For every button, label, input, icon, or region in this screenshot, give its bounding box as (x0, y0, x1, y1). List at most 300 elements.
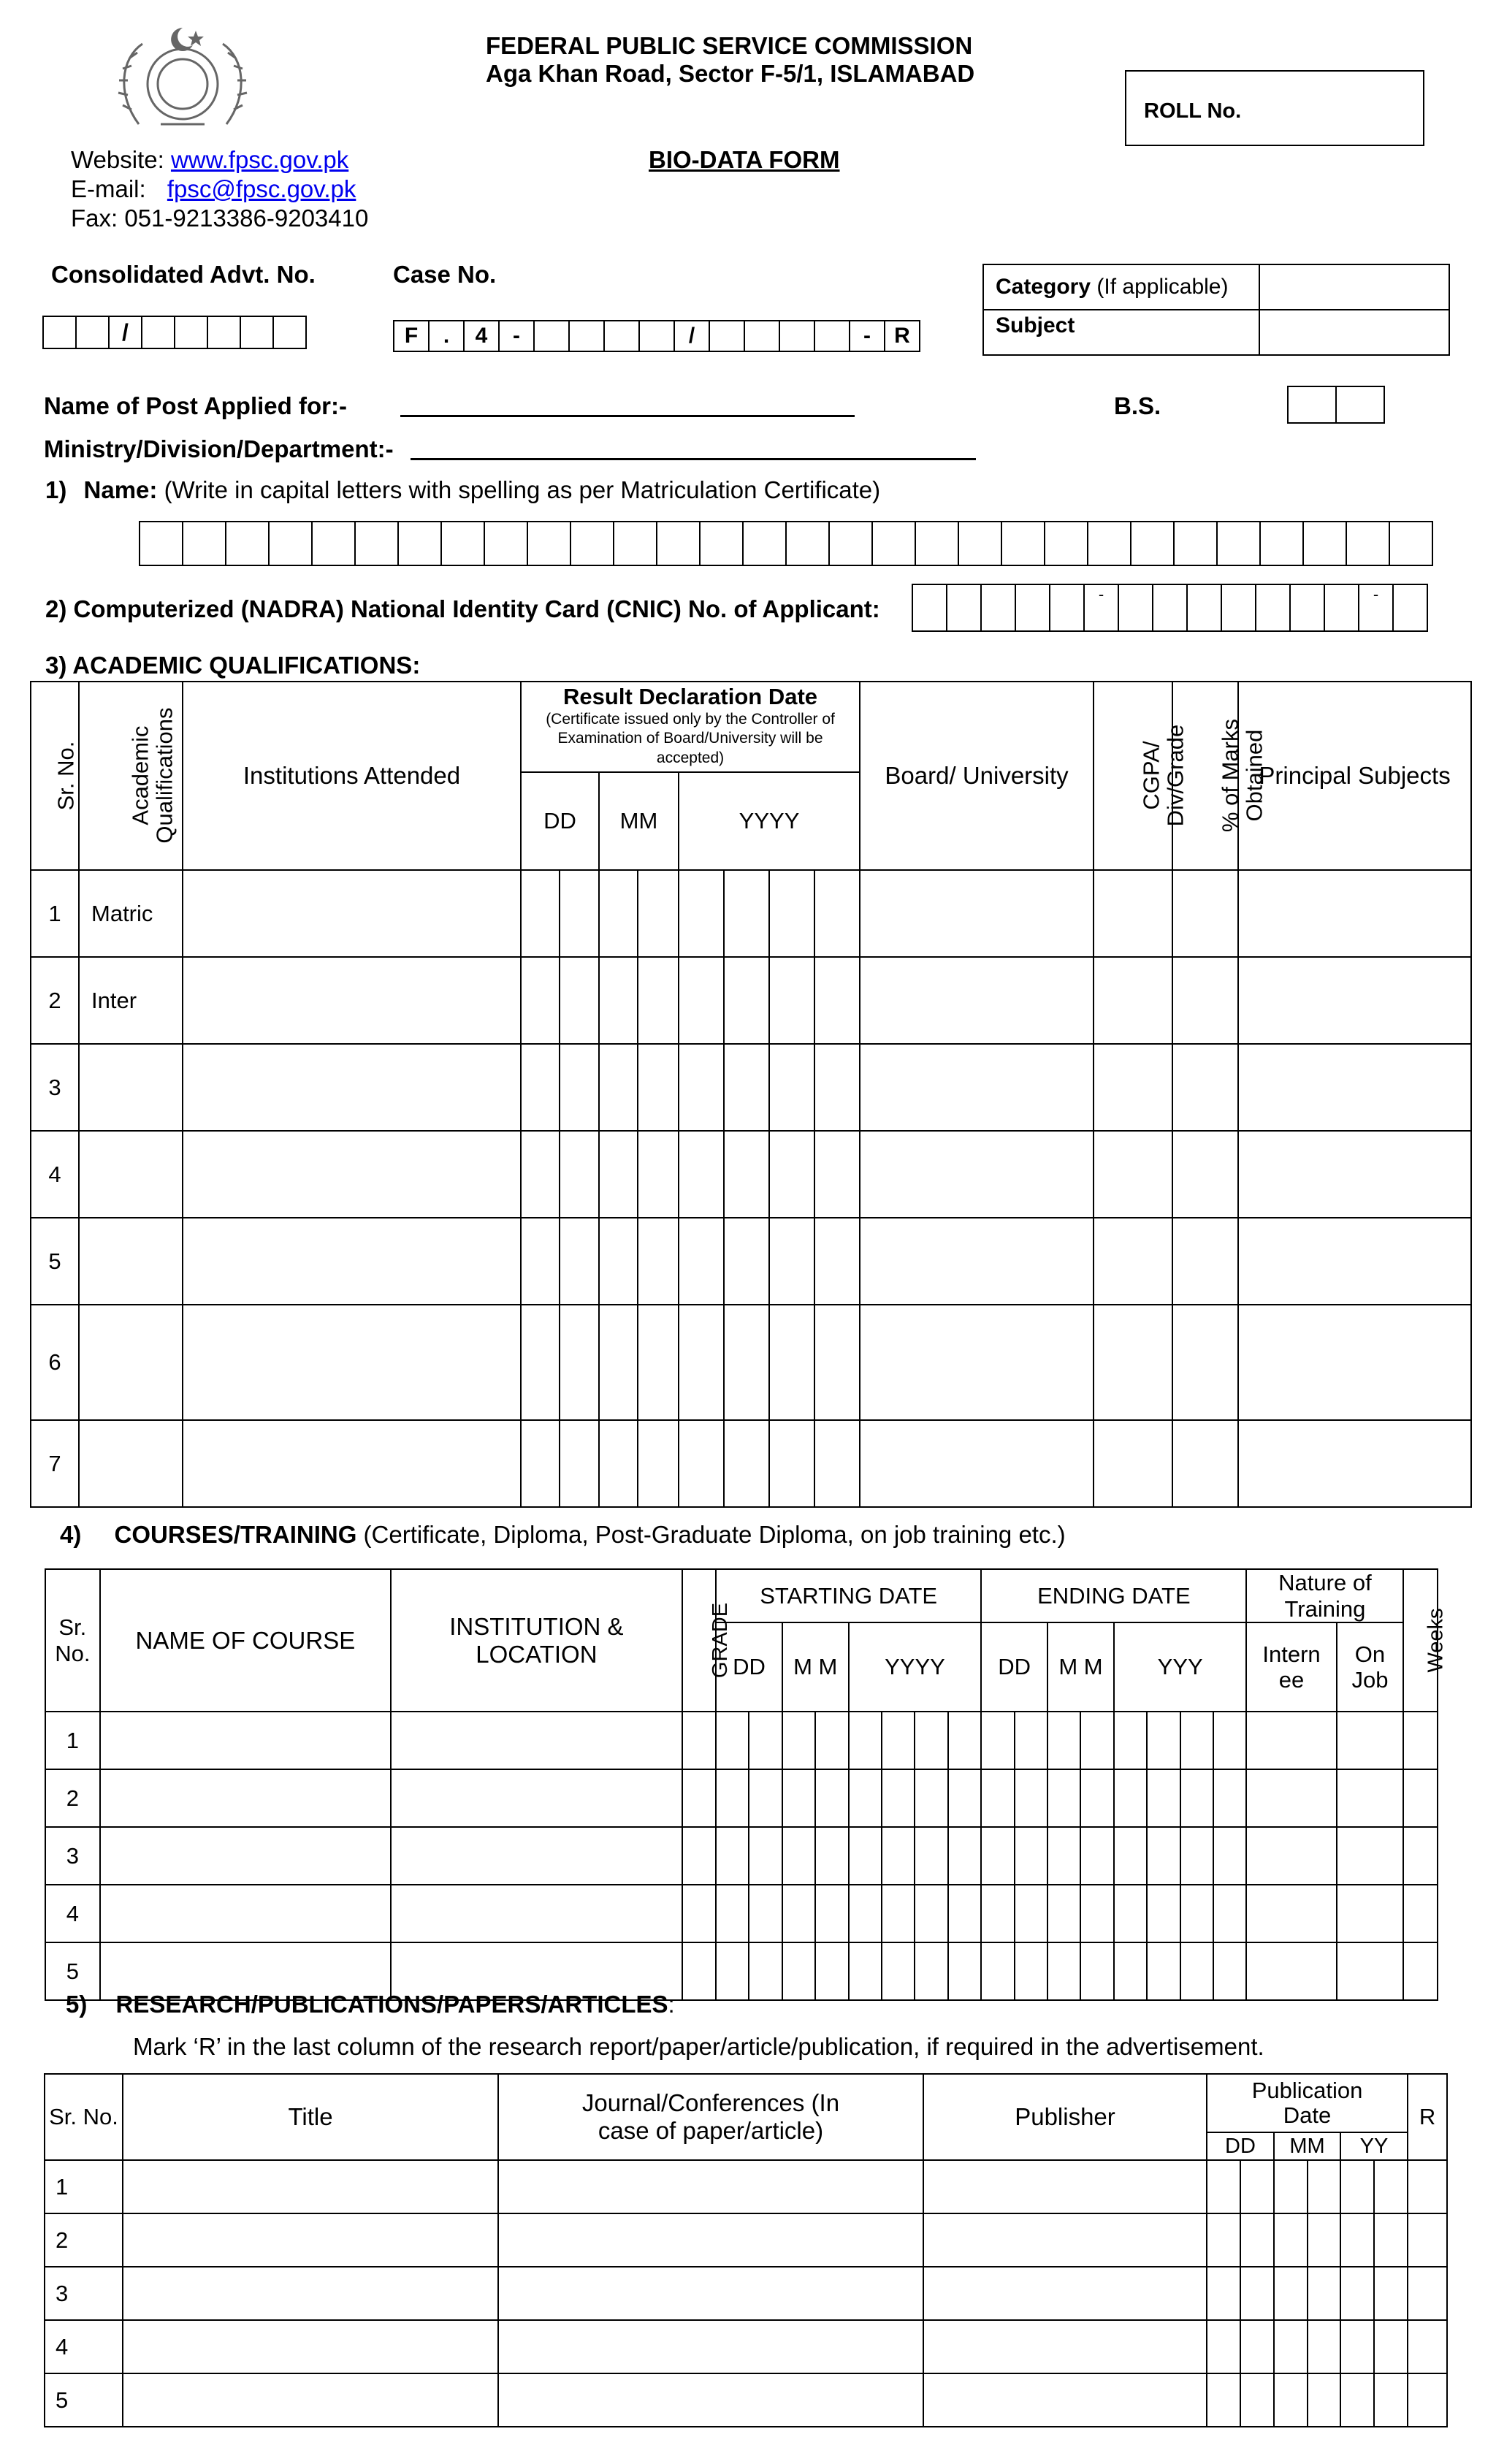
academic-date-digit-input[interactable] (769, 1044, 814, 1131)
course-end-date-digit[interactable] (1147, 1942, 1180, 2000)
academic-date-digit-input[interactable] (814, 870, 860, 957)
course-internee-input[interactable] (1246, 1769, 1336, 1827)
academic-subjects-input[interactable] (1238, 1305, 1471, 1420)
course-start-date-digit[interactable] (782, 1942, 815, 2000)
course-start-date-digit[interactable] (716, 1942, 749, 2000)
academic-marks-input[interactable] (1172, 957, 1238, 1044)
course-grade-input[interactable] (682, 1885, 716, 1942)
research-publisher-input[interactable] (923, 2320, 1207, 2373)
academic-date-digit-input[interactable] (560, 1305, 599, 1420)
academic-date-digit-input[interactable] (679, 1131, 724, 1218)
research-date-digit[interactable] (1240, 2373, 1274, 2427)
name-letter-box-2[interactable] (182, 521, 226, 566)
academic-cgpa-input[interactable] (1094, 957, 1172, 1044)
research-r-mark-input[interactable] (1408, 2320, 1447, 2373)
advt-number-boxes[interactable] (42, 316, 307, 349)
academic-date-digit-input[interactable] (814, 1305, 860, 1420)
course-onjob-input[interactable] (1337, 1769, 1404, 1827)
course-end-date-digit[interactable] (1147, 1885, 1180, 1942)
course-start-date-digit[interactable] (849, 1885, 882, 1942)
name-letter-box-11[interactable] (570, 521, 614, 566)
academic-date-digit-input[interactable] (599, 1131, 638, 1218)
course-start-date-digit[interactable] (716, 1712, 749, 1769)
course-start-date-digit[interactable] (782, 1712, 815, 1769)
course-weeks-input[interactable] (1403, 1885, 1438, 1942)
roll-number-box[interactable] (1125, 70, 1424, 146)
course-end-date-digit[interactable] (1114, 1942, 1147, 2000)
course-grade-input[interactable] (682, 1827, 716, 1885)
cnic-digit-box[interactable] (1015, 584, 1050, 632)
case-box-9[interactable]: / (673, 320, 710, 352)
name-letter-box-27[interactable] (1259, 521, 1304, 566)
course-end-date-digit[interactable] (1114, 1769, 1147, 1827)
name-letter-box-28[interactable] (1302, 521, 1347, 566)
course-start-date-digit[interactable] (948, 1769, 982, 1827)
research-date-digit[interactable] (1374, 2267, 1408, 2320)
course-start-date-digit[interactable] (948, 1885, 982, 1942)
course-name-input[interactable] (100, 1769, 392, 1827)
course-end-date-digit[interactable] (1080, 1769, 1113, 1827)
course-start-date-digit[interactable] (749, 1769, 782, 1827)
academic-date-digit-input[interactable] (724, 1420, 769, 1507)
case-box-3[interactable]: 4 (463, 320, 500, 352)
research-date-digit[interactable] (1308, 2267, 1340, 2320)
post-applied-input[interactable] (400, 389, 855, 417)
name-letter-box-4[interactable] (268, 521, 313, 566)
course-institution-input[interactable] (391, 1885, 682, 1942)
course-start-date-digit[interactable] (716, 1769, 749, 1827)
academic-institution-input[interactable] (183, 1131, 521, 1218)
course-name-input[interactable] (100, 1885, 392, 1942)
research-r-mark-input[interactable] (1408, 2160, 1447, 2213)
academic-date-digit-input[interactable] (521, 957, 560, 1044)
research-date-digit[interactable] (1374, 2320, 1408, 2373)
research-r-mark-input[interactable] (1408, 2267, 1447, 2320)
course-end-date-digit[interactable] (1114, 1827, 1147, 1885)
advt-box-3[interactable]: / (108, 316, 142, 349)
bs-box-2[interactable] (1335, 386, 1385, 424)
course-start-date-digit[interactable] (815, 1942, 848, 2000)
academic-date-digit-input[interactable] (638, 1218, 679, 1305)
name-letter-box-13[interactable] (656, 521, 701, 566)
case-box-8[interactable] (638, 320, 675, 352)
academic-date-digit-input[interactable] (814, 957, 860, 1044)
course-end-date-digit[interactable] (981, 1769, 1014, 1827)
research-date-digit[interactable] (1207, 2373, 1240, 2427)
course-weeks-input[interactable] (1403, 1827, 1438, 1885)
bs-boxes[interactable] (1287, 386, 1385, 424)
academic-date-digit-input[interactable] (769, 1305, 814, 1420)
course-start-date-digit[interactable] (915, 1712, 947, 1769)
cnic-digit-box[interactable] (1118, 584, 1153, 632)
course-start-date-digit[interactable] (815, 1712, 848, 1769)
name-letter-box-15[interactable] (742, 521, 787, 566)
academic-date-digit-input[interactable] (560, 1218, 599, 1305)
academic-date-digit-input[interactable] (724, 1044, 769, 1131)
course-start-date-digit[interactable] (716, 1827, 749, 1885)
academic-date-digit-input[interactable] (521, 1420, 560, 1507)
course-start-date-digit[interactable] (915, 1769, 947, 1827)
ministry-input[interactable] (411, 432, 976, 460)
course-end-date-digit[interactable] (1015, 1885, 1047, 1942)
website-link[interactable]: www.fpsc.gov.pk (170, 146, 349, 173)
academic-cgpa-input[interactable] (1094, 1131, 1172, 1218)
cnic-boxes[interactable] (912, 584, 1428, 632)
course-end-date-digit[interactable] (1015, 1827, 1047, 1885)
course-start-date-digit[interactable] (948, 1942, 982, 2000)
course-start-date-digit[interactable] (948, 1827, 982, 1885)
academic-date-digit-input[interactable] (814, 1420, 860, 1507)
advt-box-4[interactable] (141, 316, 175, 349)
academic-board-input[interactable] (860, 1305, 1094, 1420)
course-start-date-digit[interactable] (749, 1827, 782, 1885)
name-letter-box-14[interactable] (699, 521, 744, 566)
course-grade-input[interactable] (682, 1712, 716, 1769)
advt-box-5[interactable] (174, 316, 208, 349)
case-box-14[interactable]: - (849, 320, 885, 352)
academic-institution-input[interactable] (183, 1305, 521, 1420)
course-end-date-digit[interactable] (1015, 1942, 1047, 2000)
course-onjob-input[interactable] (1337, 1885, 1404, 1942)
research-journal-input[interactable] (498, 2213, 923, 2267)
research-r-mark-input[interactable] (1408, 2213, 1447, 2267)
name-letter-box-5[interactable] (311, 521, 356, 566)
academic-marks-input[interactable] (1172, 1218, 1238, 1305)
course-start-date-digit[interactable] (915, 1827, 947, 1885)
course-name-input[interactable] (100, 1827, 392, 1885)
name-letter-box-30[interactable] (1389, 521, 1433, 566)
research-date-digit[interactable] (1340, 2320, 1374, 2373)
research-title-input[interactable] (123, 2373, 498, 2427)
course-end-date-digit[interactable] (1180, 1942, 1213, 2000)
cnic-digit-box[interactable] (946, 584, 982, 632)
research-date-digit[interactable] (1374, 2373, 1408, 2427)
academic-date-digit-input[interactable] (769, 1218, 814, 1305)
advt-box-1[interactable] (42, 316, 77, 349)
academic-date-digit-input[interactable] (521, 1305, 560, 1420)
academic-marks-input[interactable] (1172, 1305, 1238, 1420)
name-letter-box-18[interactable] (871, 521, 916, 566)
course-end-date-digit[interactable] (1213, 1769, 1246, 1827)
research-date-digit[interactable] (1240, 2267, 1274, 2320)
name-letter-box-16[interactable] (785, 521, 830, 566)
research-date-digit[interactable] (1340, 2267, 1374, 2320)
course-start-date-digit[interactable] (849, 1712, 882, 1769)
course-institution-input[interactable] (391, 1769, 682, 1827)
academic-institution-input[interactable] (183, 870, 521, 957)
academic-date-digit-input[interactable] (679, 1218, 724, 1305)
category-input[interactable] (1259, 264, 1449, 310)
research-date-digit[interactable] (1240, 2160, 1274, 2213)
course-grade-input[interactable] (682, 1769, 716, 1827)
case-box-1[interactable]: F (393, 320, 430, 352)
academic-institution-input[interactable] (183, 1218, 521, 1305)
name-letter-box-3[interactable] (225, 521, 270, 566)
name-letter-boxes[interactable] (139, 521, 1433, 566)
academic-cgpa-input[interactable] (1094, 1420, 1172, 1507)
academic-institution-input[interactable] (183, 957, 521, 1044)
academic-subjects-input[interactable] (1238, 1131, 1471, 1218)
course-end-date-digit[interactable] (1180, 1885, 1213, 1942)
research-date-digit[interactable] (1308, 2160, 1340, 2213)
academic-date-digit-input[interactable] (679, 1420, 724, 1507)
course-end-date-digit[interactable] (1080, 1942, 1113, 2000)
course-start-date-digit[interactable] (849, 1769, 882, 1827)
research-title-input[interactable] (123, 2213, 498, 2267)
course-internee-input[interactable] (1246, 1942, 1336, 2000)
name-letter-box-9[interactable] (484, 521, 528, 566)
academic-subjects-input[interactable] (1238, 957, 1471, 1044)
cnic-digit-box[interactable] (1152, 584, 1188, 632)
course-end-date-digit[interactable] (1047, 1942, 1080, 2000)
subject-input[interactable] (1259, 310, 1449, 355)
course-end-date-digit[interactable] (1015, 1769, 1047, 1827)
course-end-date-digit[interactable] (1147, 1712, 1180, 1769)
course-start-date-digit[interactable] (882, 1712, 915, 1769)
research-journal-input[interactable] (498, 2373, 923, 2427)
course-end-date-digit[interactable] (1080, 1827, 1113, 1885)
academic-cgpa-input[interactable] (1094, 1218, 1172, 1305)
academic-date-digit-input[interactable] (560, 957, 599, 1044)
research-publisher-input[interactable] (923, 2213, 1207, 2267)
course-end-date-digit[interactable] (1114, 1885, 1147, 1942)
research-date-digit[interactable] (1240, 2213, 1274, 2267)
name-letter-box-23[interactable] (1087, 521, 1131, 566)
course-start-date-digit[interactable] (782, 1827, 815, 1885)
course-start-date-digit[interactable] (915, 1885, 947, 1942)
name-letter-box-17[interactable] (828, 521, 873, 566)
academic-date-digit-input[interactable] (560, 870, 599, 957)
academic-date-digit-input[interactable] (814, 1218, 860, 1305)
name-letter-box-21[interactable] (1001, 521, 1045, 566)
name-letter-box-29[interactable] (1346, 521, 1390, 566)
research-date-digit[interactable] (1308, 2373, 1340, 2427)
academic-date-digit-input[interactable] (599, 1044, 638, 1131)
course-end-date-digit[interactable] (1213, 1942, 1246, 2000)
advt-box-6[interactable] (207, 316, 241, 349)
case-box-13[interactable] (814, 320, 850, 352)
academic-subjects-input[interactable] (1238, 870, 1471, 957)
course-weeks-input[interactable] (1403, 1942, 1438, 2000)
research-date-digit[interactable] (1274, 2373, 1308, 2427)
academic-subjects-input[interactable] (1238, 1218, 1471, 1305)
course-start-date-digit[interactable] (948, 1712, 982, 1769)
course-end-date-digit[interactable] (1180, 1827, 1213, 1885)
academic-date-digit-input[interactable] (724, 957, 769, 1044)
course-end-date-digit[interactable] (1213, 1827, 1246, 1885)
course-end-date-digit[interactable] (1047, 1885, 1080, 1942)
course-start-date-digit[interactable] (749, 1885, 782, 1942)
academic-marks-input[interactable] (1172, 870, 1238, 957)
name-letter-box-6[interactable] (354, 521, 399, 566)
course-end-date-digit[interactable] (981, 1712, 1014, 1769)
course-end-date-digit[interactable] (1180, 1712, 1213, 1769)
research-journal-input[interactable] (498, 2267, 923, 2320)
academic-date-digit-input[interactable] (599, 870, 638, 957)
course-internee-input[interactable] (1246, 1827, 1336, 1885)
research-date-digit[interactable] (1374, 2160, 1408, 2213)
course-grade-input[interactable] (682, 1942, 716, 2000)
course-end-date-digit[interactable] (1047, 1712, 1080, 1769)
academic-date-digit-input[interactable] (769, 1420, 814, 1507)
course-end-date-digit[interactable] (1147, 1769, 1180, 1827)
research-date-digit[interactable] (1274, 2213, 1308, 2267)
advt-box-8[interactable] (272, 316, 307, 349)
academic-marks-input[interactable] (1172, 1131, 1238, 1218)
academic-date-digit-input[interactable] (638, 1131, 679, 1218)
case-box-7[interactable] (603, 320, 640, 352)
course-institution-input[interactable] (391, 1827, 682, 1885)
name-letter-box-1[interactable] (139, 521, 183, 566)
academic-date-digit-input[interactable] (521, 1218, 560, 1305)
course-institution-input[interactable] (391, 1712, 682, 1769)
research-date-digit[interactable] (1207, 2267, 1240, 2320)
name-letter-box-7[interactable] (397, 521, 442, 566)
course-start-date-digit[interactable] (782, 1885, 815, 1942)
research-date-digit[interactable] (1274, 2160, 1308, 2213)
cnic-digit-box[interactable] (1221, 584, 1256, 632)
academic-date-digit-input[interactable] (599, 1218, 638, 1305)
course-start-date-digit[interactable] (882, 1769, 915, 1827)
academic-board-input[interactable] (860, 957, 1094, 1044)
research-title-input[interactable] (123, 2160, 498, 2213)
research-date-digit[interactable] (1207, 2320, 1240, 2373)
research-title-input[interactable] (123, 2320, 498, 2373)
case-box-10[interactable] (709, 320, 745, 352)
course-weeks-input[interactable] (1403, 1769, 1438, 1827)
academic-institution-input[interactable] (183, 1420, 521, 1507)
research-journal-input[interactable] (498, 2160, 923, 2213)
course-name-input[interactable] (100, 1712, 392, 1769)
course-end-date-digit[interactable] (1047, 1769, 1080, 1827)
academic-date-digit-input[interactable] (521, 1131, 560, 1218)
academic-date-digit-input[interactable] (769, 1131, 814, 1218)
academic-date-digit-input[interactable] (724, 1218, 769, 1305)
course-end-date-digit[interactable] (981, 1885, 1014, 1942)
course-start-date-digit[interactable] (716, 1885, 749, 1942)
name-letter-box-26[interactable] (1216, 521, 1261, 566)
course-internee-input[interactable] (1246, 1885, 1336, 1942)
case-box-15[interactable]: R (884, 320, 920, 352)
research-date-digit[interactable] (1340, 2373, 1374, 2427)
course-weeks-input[interactable] (1403, 1712, 1438, 1769)
course-end-date-digit[interactable] (981, 1942, 1014, 2000)
academic-date-digit-input[interactable] (599, 1420, 638, 1507)
academic-board-input[interactable] (860, 1131, 1094, 1218)
course-start-date-digit[interactable] (849, 1827, 882, 1885)
course-start-date-digit[interactable] (882, 1827, 915, 1885)
name-letter-box-12[interactable] (613, 521, 657, 566)
research-date-digit[interactable] (1207, 2160, 1240, 2213)
academic-date-digit-input[interactable] (521, 870, 560, 957)
research-publisher-input[interactable] (923, 2373, 1207, 2427)
academic-date-digit-input[interactable] (638, 1305, 679, 1420)
cnic-digit-box[interactable] (1324, 584, 1359, 632)
case-box-4[interactable]: - (498, 320, 535, 352)
course-start-date-digit[interactable] (749, 1712, 782, 1769)
case-box-12[interactable] (779, 320, 815, 352)
research-date-digit[interactable] (1240, 2320, 1274, 2373)
research-date-digit[interactable] (1274, 2320, 1308, 2373)
cnic-digit-box[interactable] (1255, 584, 1291, 632)
research-r-mark-input[interactable] (1408, 2373, 1447, 2427)
cnic-digit-box[interactable] (1049, 584, 1085, 632)
academic-date-digit-input[interactable] (521, 1044, 560, 1131)
research-date-digit[interactable] (1308, 2213, 1340, 2267)
email-link[interactable]: fpsc@fpsc.gov.pk (167, 175, 356, 202)
academic-subjects-input[interactable] (1238, 1420, 1471, 1507)
academic-date-digit-input[interactable] (560, 1131, 599, 1218)
name-letter-box-24[interactable] (1130, 521, 1175, 566)
course-end-date-digit[interactable] (981, 1827, 1014, 1885)
academic-date-digit-input[interactable] (599, 1305, 638, 1420)
case-box-6[interactable] (568, 320, 605, 352)
name-letter-box-19[interactable] (915, 521, 959, 566)
course-end-date-digit[interactable] (1047, 1827, 1080, 1885)
academic-board-input[interactable] (860, 1218, 1094, 1305)
course-onjob-input[interactable] (1337, 1712, 1404, 1769)
research-date-digit[interactable] (1374, 2213, 1408, 2267)
academic-date-digit-input[interactable] (679, 1305, 724, 1420)
academic-date-digit-input[interactable] (679, 870, 724, 957)
academic-cgpa-input[interactable] (1094, 1044, 1172, 1131)
research-journal-input[interactable] (498, 2320, 923, 2373)
academic-cgpa-input[interactable] (1094, 1305, 1172, 1420)
name-letter-box-20[interactable] (958, 521, 1002, 566)
academic-date-digit-input[interactable] (638, 957, 679, 1044)
course-start-date-digit[interactable] (749, 1942, 782, 2000)
name-letter-box-8[interactable] (440, 521, 485, 566)
research-publisher-input[interactable] (923, 2160, 1207, 2213)
cnic-digit-box[interactable] (1392, 584, 1428, 632)
name-letter-box-10[interactable] (527, 521, 571, 566)
academic-date-digit-input[interactable] (724, 1131, 769, 1218)
academic-date-digit-input[interactable] (638, 1420, 679, 1507)
academic-date-digit-input[interactable] (599, 957, 638, 1044)
academic-subjects-input[interactable] (1238, 1044, 1471, 1131)
academic-date-digit-input[interactable] (638, 1044, 679, 1131)
course-start-date-digit[interactable] (915, 1942, 947, 2000)
cnic-digit-box[interactable] (1186, 584, 1222, 632)
academic-board-input[interactable] (860, 1420, 1094, 1507)
research-date-digit[interactable] (1308, 2320, 1340, 2373)
advt-box-2[interactable] (75, 316, 110, 349)
academic-date-digit-input[interactable] (769, 957, 814, 1044)
course-onjob-input[interactable] (1337, 1827, 1404, 1885)
academic-date-digit-input[interactable] (724, 1305, 769, 1420)
course-end-date-digit[interactable] (1180, 1769, 1213, 1827)
academic-institution-input[interactable] (183, 1044, 521, 1131)
course-start-date-digit[interactable] (882, 1942, 915, 2000)
bs-box-1[interactable] (1287, 386, 1337, 424)
academic-board-input[interactable] (860, 1044, 1094, 1131)
course-start-date-digit[interactable] (882, 1885, 915, 1942)
course-start-date-digit[interactable] (849, 1942, 882, 2000)
course-start-date-digit[interactable] (815, 1769, 848, 1827)
academic-date-digit-input[interactable] (769, 870, 814, 957)
course-end-date-digit[interactable] (1147, 1827, 1180, 1885)
case-number-boxes[interactable] (393, 320, 920, 352)
name-letter-box-25[interactable] (1173, 521, 1218, 566)
cnic-digit-box[interactable] (1289, 584, 1325, 632)
academic-date-digit-input[interactable] (560, 1420, 599, 1507)
course-onjob-input[interactable] (1337, 1942, 1404, 2000)
course-end-date-digit[interactable] (1080, 1885, 1113, 1942)
academic-date-digit-input[interactable] (638, 870, 679, 957)
research-date-digit[interactable] (1340, 2160, 1374, 2213)
academic-date-digit-input[interactable] (560, 1044, 599, 1131)
case-box-5[interactable] (533, 320, 570, 352)
